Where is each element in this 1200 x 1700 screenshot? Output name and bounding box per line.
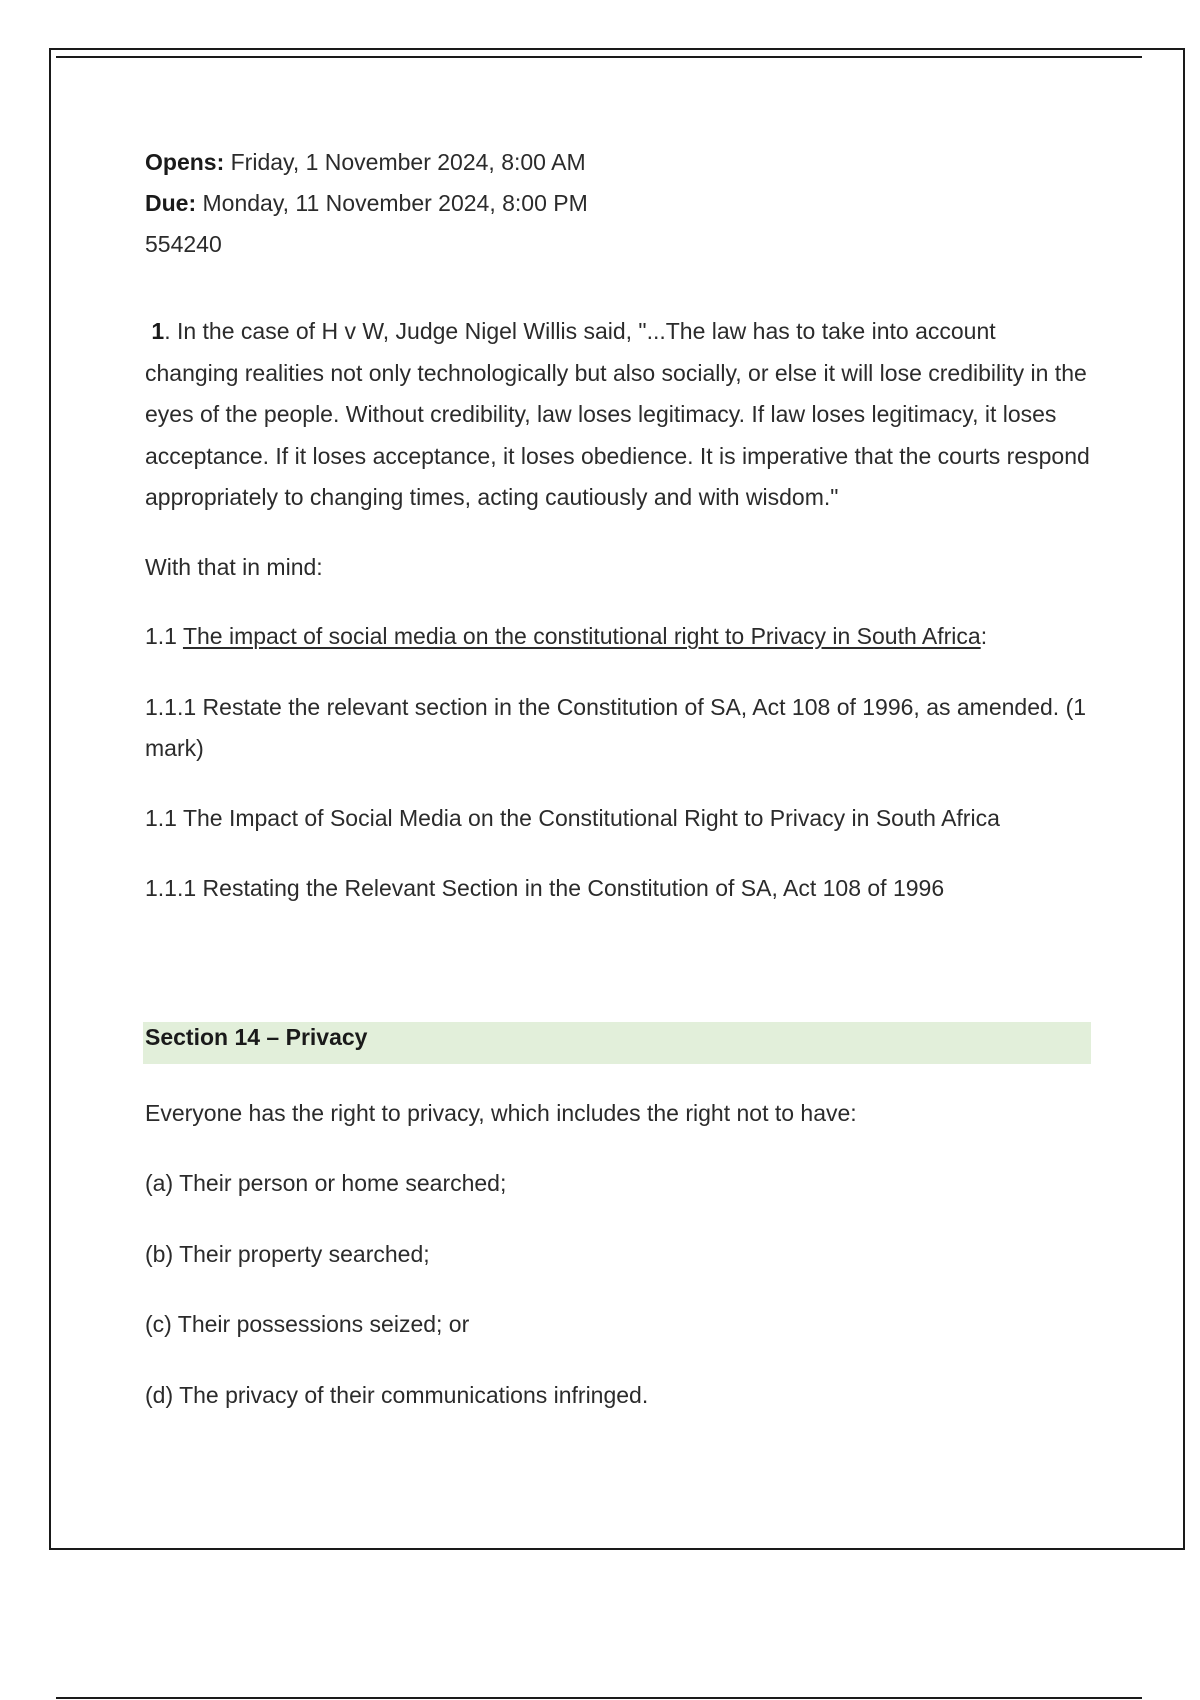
list-item-d: (d) The privacy of their communications infringed. [145,1381,649,1408]
list-item-a: (a) Their person or home searched; [145,1170,507,1196]
opens-label: Opens: [145,149,225,175]
list-item-c: (c) Their possessions seized; or [145,1311,470,1337]
answer-heading-1-1-1: 1.1.1 Restating the Relevant Section in the Constitution of SA, Act 108 of 1996 [145,875,945,901]
assignment-code: 554240 [145,231,222,257]
answer-heading-1-1: 1.1 The Impact of Social Media on the Constitutional Right to Privacy in South Africa [145,804,1000,831]
list-item-b: (b) Their property searched; [145,1240,430,1267]
question-1-1-suffix: : [980,623,988,649]
bottom-rule [56,1697,1142,1699]
question-1-1 [145,616,1095,658]
due-line [145,183,1095,224]
due-value: Monday, 11 November 2024, 8:00 PM [202,190,588,216]
lead-in: With that in mind: [145,553,323,580]
question-1-paragraph [145,311,1095,519]
section-intro: Everyone has the right to privacy, which includes the right not to have: [145,1099,857,1126]
question-1-1-title: The impact of social media on the constitutional right to Privacy in South Africa [182,623,981,649]
opens-value: Friday, 1 November 2024, 8:00 AM [230,149,586,175]
question-1-1-1: 1.1.1 Restate the relevant section in the Constitution of SA, Act 108 of 1996, as amended. (1 mark) [145,693,1087,761]
document-content [145,142,1095,1416]
question-1-1-number: 1.1 [145,623,183,649]
section-14-heading: Section 14 – Privacy [143,1022,1091,1064]
opens-line [145,142,1095,183]
due-label: Due: [145,190,197,216]
question-number: 1 [151,318,165,344]
question-text: . In the case of H v W, Judge Nigel Willis said, "...The law has to take into account changing realities not only technologically but also socially, or else it will lose credibility in the eyes of the people. Without credibility, law loses legitimacy. If law loses legitimacy, it loses acceptance. If it loses acceptance, it loses obedience. It is imperative that the courts respond appropriately to changing times, acting cautiously and with wisdom." [145,318,1090,510]
